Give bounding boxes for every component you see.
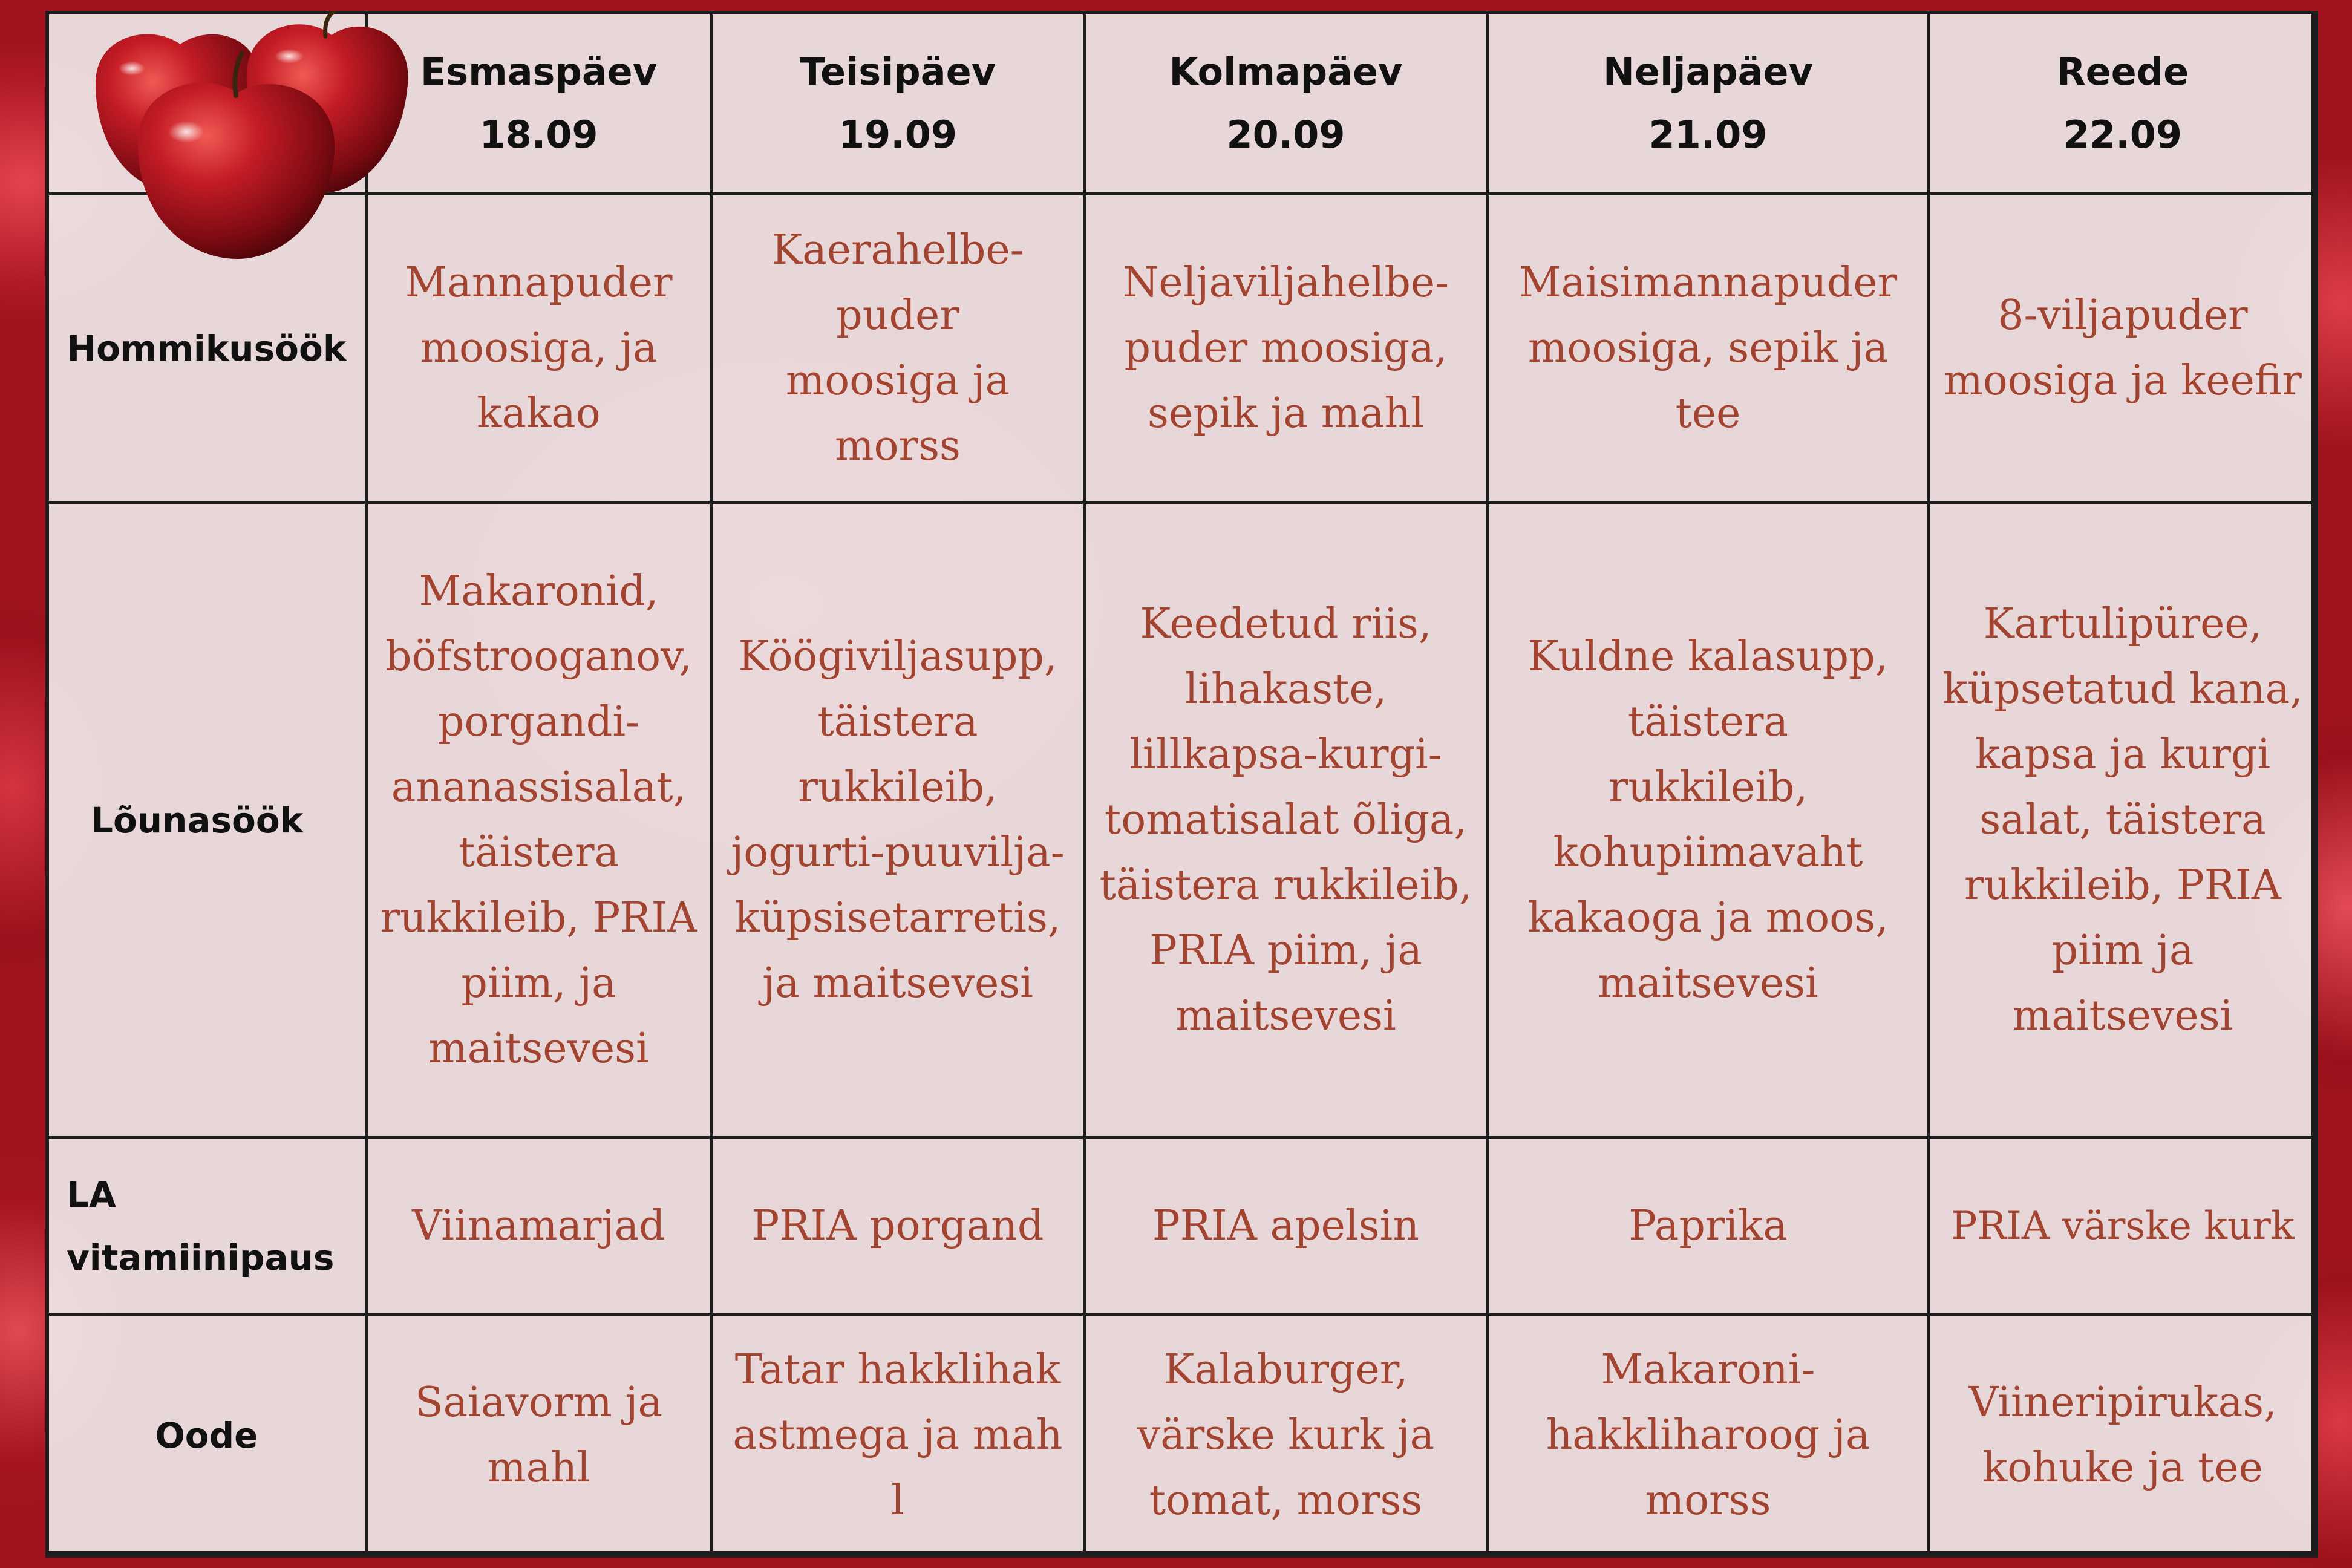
- meal-label: Oode: [47, 1315, 367, 1557]
- menu-cell: Köögiviljasupp, täistera rukkileib, jogurti-puuvilja- küpsisetarretis, ja maitsevesi: [711, 503, 1085, 1138]
- menu-cell: Makaroni- hakkliharoog ja morss: [1488, 1315, 1929, 1557]
- menu-cell: Tatar hakklihakastmega ja mahl: [711, 1315, 1085, 1557]
- menu-cell: Viineripirukas, kohuke ja tee: [1929, 1315, 2317, 1557]
- meal-row-lunch: [47, 503, 2317, 1138]
- menu-cell: Kartulipüree, küpsetatud kana, kapsa ja kurgi salat, täistera rukkileib, PRIA piim ja maitsevesi: [1929, 503, 2317, 1138]
- day-name: Neljapäev: [1603, 49, 1813, 94]
- day-date: 20.09: [1226, 112, 1345, 157]
- day-header-monday: [367, 13, 711, 194]
- menu-cell: 8-viljapuder moosiga ja keefir: [1929, 194, 2317, 503]
- menu-cell: PRIA porgand: [711, 1138, 1085, 1315]
- day-name: Esmaspäev: [420, 49, 658, 94]
- meal-label: LA vitamiinipaus: [47, 1138, 367, 1315]
- meal-row-vitamin-break: [47, 1138, 2317, 1315]
- menu-cell: Kuldne kalasupp, täistera rukkileib, kohupiimavaht kakaoga ja moos, maitsevesi: [1488, 503, 1929, 1138]
- menu-cell: Paprika: [1488, 1138, 1929, 1315]
- menu-cell: Kalaburger, värske kurk ja tomat, morss: [1085, 1315, 1488, 1557]
- meal-label: Lõunasöök: [47, 503, 367, 1138]
- menu-cell: Viinamarjad: [367, 1138, 711, 1315]
- day-date: 18.09: [479, 112, 598, 157]
- menu-cell: Mannapuder moosiga, ja kakao: [367, 194, 711, 503]
- day-date: 21.09: [1648, 112, 1768, 157]
- menu-cell: Makaronid, böfstrooganov, porgandi- ananassisalat, täistera rukkileib, PRIA piim, ja maitsevesi: [367, 503, 711, 1138]
- day-name: Kolmapäev: [1169, 49, 1403, 94]
- menu-cell: Keedetud riis, lihakaste, lillkapsa-kurgi- tomatisalat õliga, täistera rukkileib, PRIA piim, ja maitsevesi: [1085, 503, 1488, 1138]
- day-header-thursday: [1488, 13, 1929, 194]
- apples-icon: [77, 11, 416, 265]
- day-name: Reede: [2056, 49, 2189, 94]
- menu-cell: Maisimannapuder moosiga, sepik ja tee: [1488, 194, 1929, 503]
- day-name: Teisipäev: [799, 49, 996, 94]
- menu-cell: Neljaviljahelbe- puder moosiga, sepik ja mahl: [1085, 194, 1488, 503]
- menu-cell: PRIA apelsin: [1085, 1138, 1488, 1315]
- menu-cell: PRIA värske kurk: [1929, 1138, 2317, 1315]
- day-header-tuesday: [711, 13, 1085, 194]
- menu-cell: Saiavorm ja mahl: [367, 1315, 711, 1557]
- meal-row-snack: [47, 1315, 2317, 1557]
- day-date: 19.09: [838, 112, 958, 157]
- meal-label: Hommikusöök: [47, 194, 367, 503]
- day-header-wednesday: [1085, 13, 1488, 194]
- day-date: 22.09: [2063, 112, 2183, 157]
- menu-cell: Kaerahelbe- puder moosiga ja morss: [711, 194, 1085, 503]
- day-header-friday: [1929, 13, 2317, 194]
